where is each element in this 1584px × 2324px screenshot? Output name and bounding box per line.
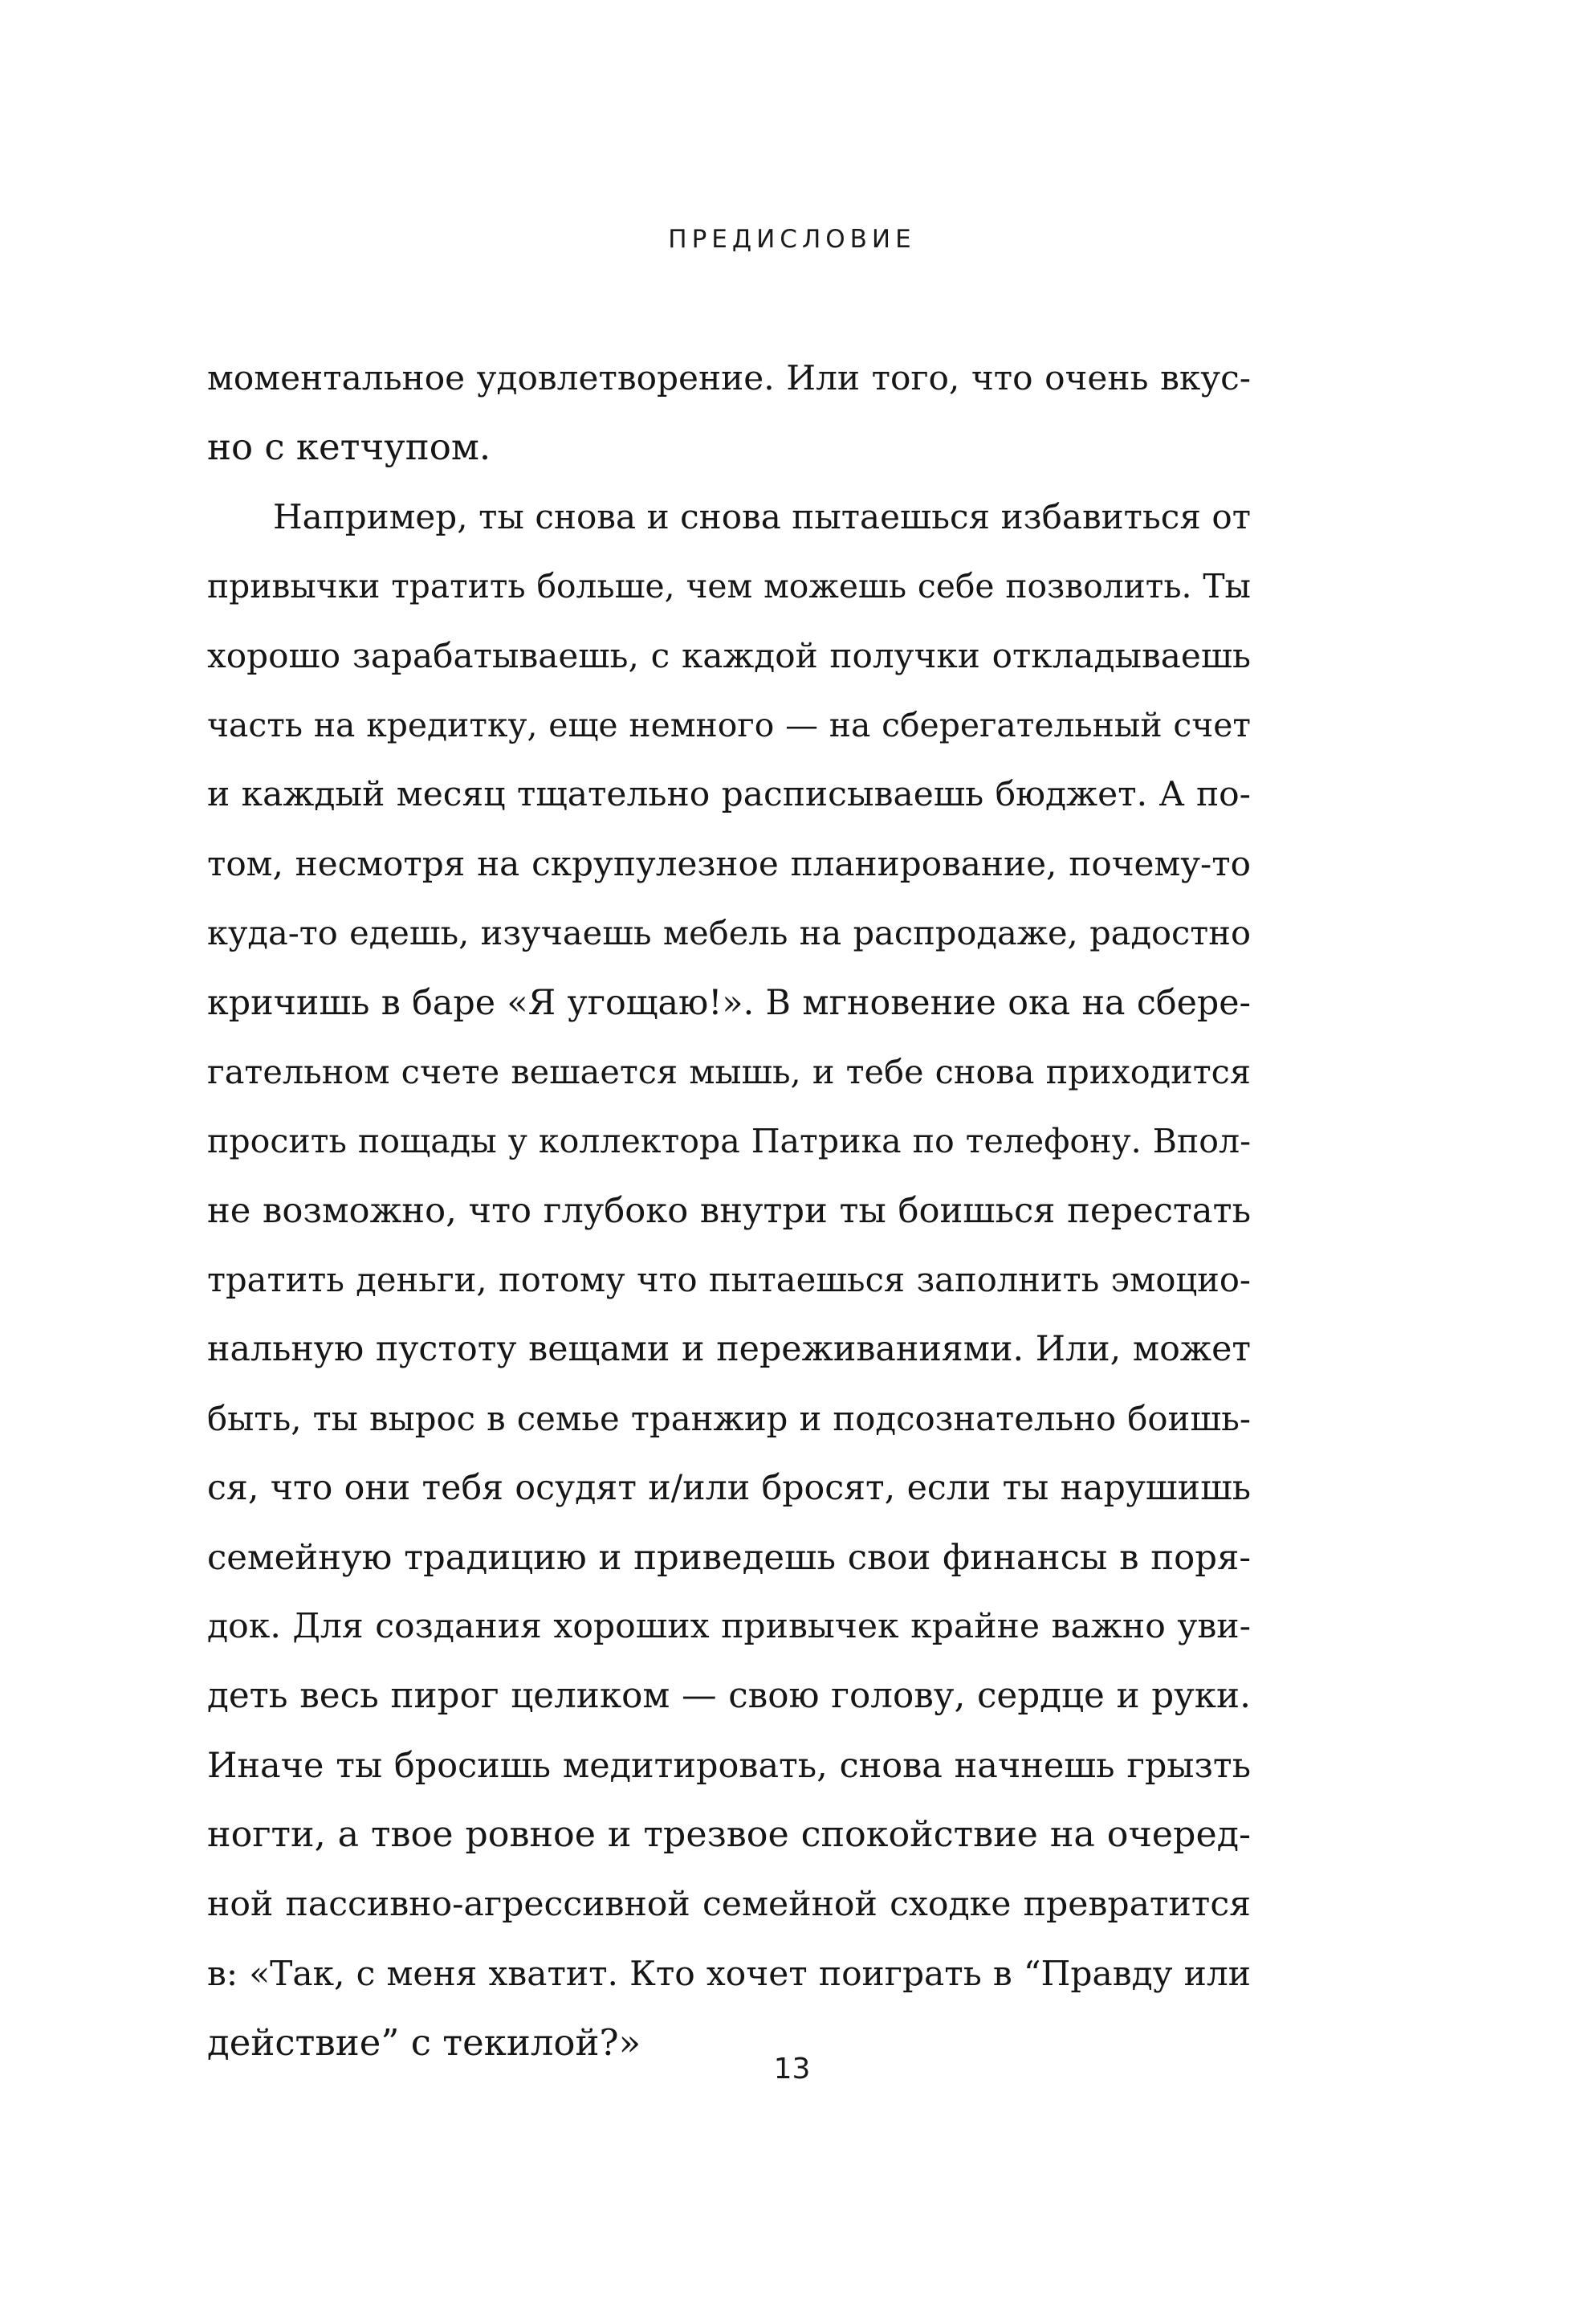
text-line: куда-то едешь, изучаешь мебель на распродаже, радостно bbox=[207, 913, 1251, 953]
text-line: ной пассивно-агрессивной семейной сходке превратится bbox=[207, 1884, 1251, 1924]
text-line: моментальное удовлетворение. Или того, что очень вкус- bbox=[207, 358, 1251, 398]
text-line: нальную пустоту вещами и переживаниями. Или, может bbox=[207, 1329, 1251, 1370]
text-line: гательном счете вешается мышь, и тебе снова приходится bbox=[207, 1052, 1251, 1091]
text-line: деть весь пирог целиком — свою голову, сердце и руки. bbox=[207, 1676, 1251, 1717]
text-line: док. Для создания хороших привычек крайне важно уви- bbox=[207, 1607, 1251, 1647]
text-line: ногти, а твое ровное и трезвое спокойствие на очеред- bbox=[207, 1814, 1251, 1856]
text-line: но с кетчупом. bbox=[207, 426, 491, 469]
text-line: ся, что они тебя осудят и/или бросят, если ты нарушишь bbox=[207, 1468, 1251, 1509]
text-line: тратить деньги, потому что пытаешься заполнить эмоцио- bbox=[207, 1260, 1251, 1300]
text-line: семейную традицию и приведешь свои финансы в поря- bbox=[207, 1537, 1251, 1578]
text-line: действие” с текилой?» bbox=[207, 2021, 641, 2065]
text-line: Например, ты снова и снова пытаешься избавиться от bbox=[273, 496, 1251, 536]
text-line: и каждый месяц тщательно расписываешь бюджет. А по- bbox=[207, 774, 1251, 814]
text-line: в: «Так, с меня хватит. Кто хочет поиграть в “Правду или bbox=[207, 1953, 1251, 1993]
text-line: Иначе ты бросишь медитировать, снова начнешь грызть bbox=[207, 1745, 1251, 1786]
page-number: 13 bbox=[773, 2053, 811, 2085]
running-head: ПРЕДИСЛОВИЕ bbox=[668, 225, 916, 254]
body-text bbox=[207, 344, 1251, 2078]
text-line: быть, ты вырос в семье транжир и подсознательно боишь- bbox=[207, 1398, 1251, 1438]
text-line: том, несмотря на скрупулезное планирование, почему-то bbox=[207, 843, 1251, 883]
text-line: хорошо зарабатываешь, с каждой получки откладываешь bbox=[207, 635, 1251, 675]
text-line: часть на кредитку, еще немного — на сберегательный счет bbox=[207, 705, 1251, 744]
text-line: не возможно, что глубоко внутри ты боишься перестать bbox=[207, 1190, 1251, 1231]
text-line: просить пощады у коллектора Патрика по телефону. Впол- bbox=[207, 1122, 1251, 1161]
text-line: кричишь в баре «Я угощаю!». В мгновение ока на сбере- bbox=[207, 982, 1251, 1023]
text-line: привычки тратить больше, чем можешь себе позволить. Ты bbox=[207, 567, 1251, 606]
